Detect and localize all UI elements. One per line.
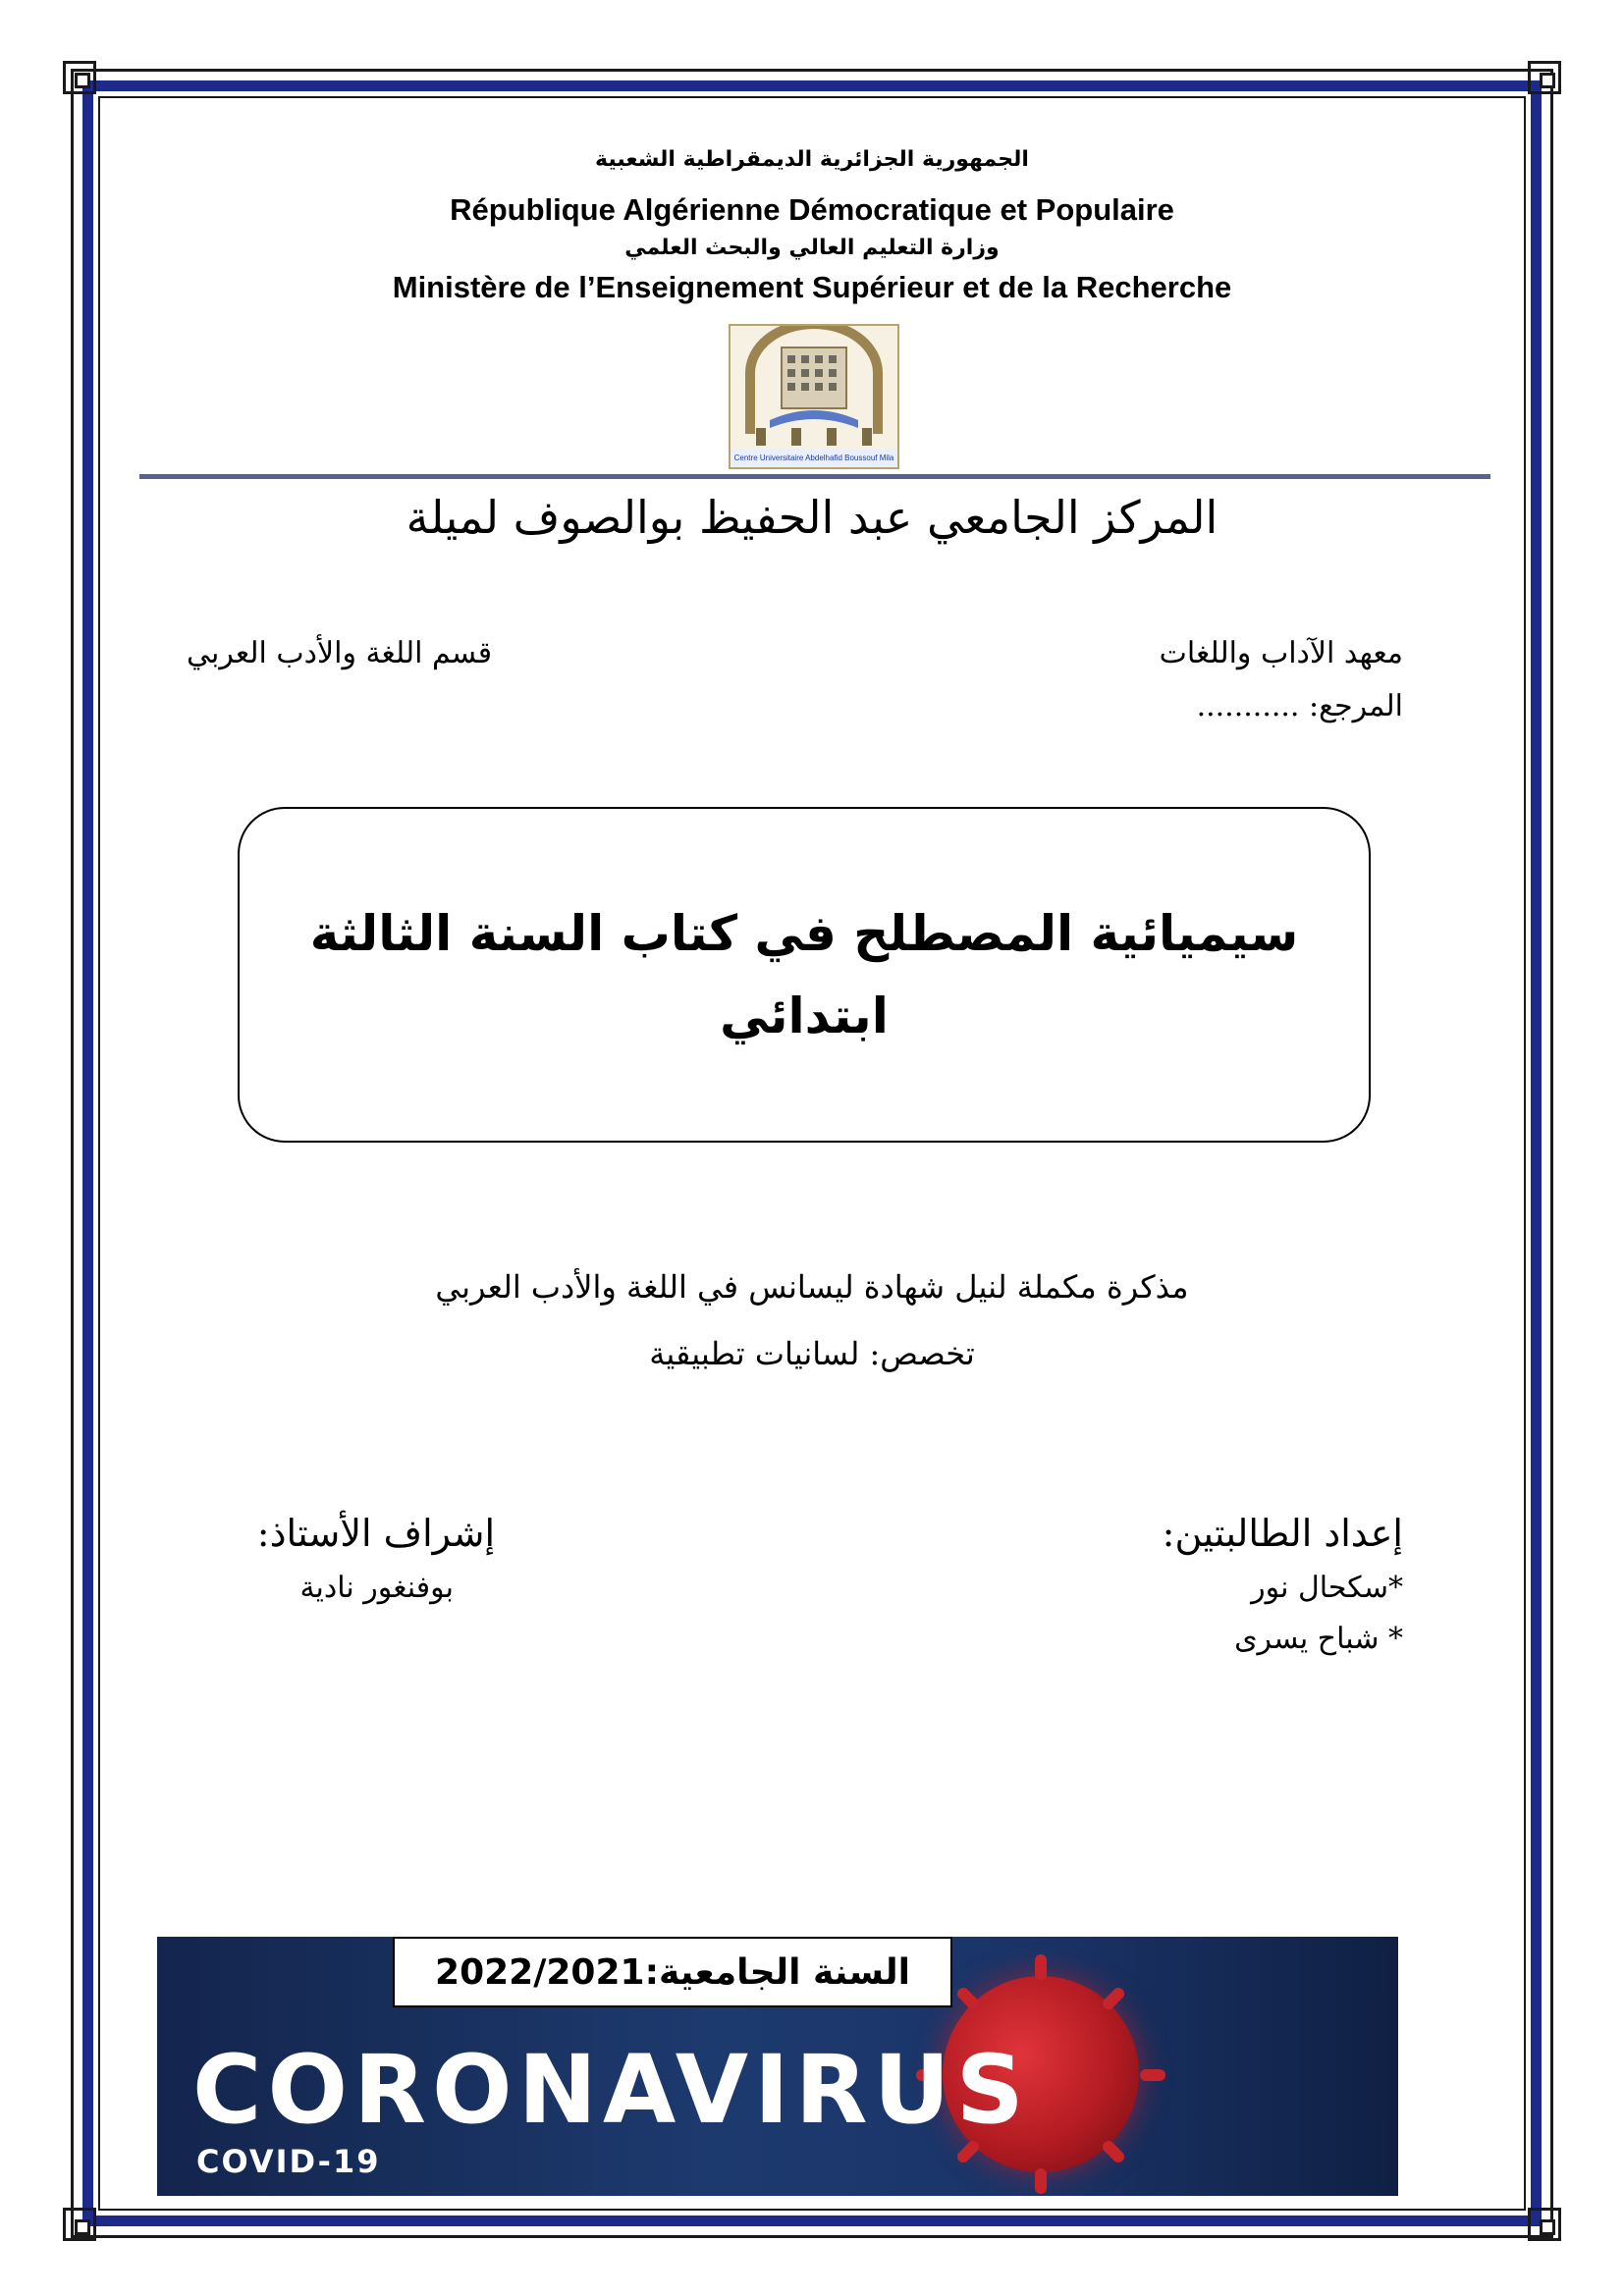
thesis-title-line-2: ابتدائي xyxy=(720,988,889,1044)
frame-corner-ornament xyxy=(63,2208,96,2241)
frame-corner-ornament xyxy=(63,61,96,94)
reference-number: المرجع: ........... xyxy=(1196,689,1403,723)
supervisor-heading: إشراف الأستاذ: xyxy=(256,1512,495,1555)
republic-arabic: الجمهورية الجزائرية الديمقراطية الشعبية xyxy=(595,147,1029,172)
academic-year: السنة الجامعية:2022/2021 xyxy=(435,1951,910,1993)
thesis-title-box xyxy=(238,807,1371,1143)
supervisor-name: بوفنغور نادية xyxy=(299,1571,454,1605)
memo-description: مذكرة مكملة لنيل شهادة ليسانس في اللغة والأدب العربي xyxy=(435,1268,1189,1306)
specialization: تخصص: لسانيات تطبيقية xyxy=(649,1335,975,1372)
student-name: *سكحال نور xyxy=(1251,1571,1403,1605)
university-building-icon xyxy=(731,326,897,450)
coronavirus-banner xyxy=(157,1937,1398,2196)
republic-french: République Algérienne Démocratique et Populaire xyxy=(450,192,1174,227)
frame-corner-ornament xyxy=(1528,2208,1561,2241)
frame-corner-ornament xyxy=(1528,61,1561,94)
university-logo xyxy=(729,324,899,469)
academic-year-box xyxy=(393,1937,952,2007)
student-name: * شباح يسرى xyxy=(1234,1622,1403,1656)
logo-caption: Centre Universitaire Abdelhafid Boussouf Mila xyxy=(731,450,897,467)
covid-label: COVID-19 xyxy=(196,2143,381,2180)
students-heading: إعداد الطالبتين: xyxy=(1162,1512,1403,1555)
thesis-title-line-1: سيميائية المصطلح في كتاب السنة الثالثة xyxy=(309,905,1299,962)
ministry-arabic: وزارة التعليم العالي والبحث العلمي xyxy=(624,236,1000,260)
header-divider xyxy=(139,474,1490,479)
department-name: قسم اللغة والأدب العربي xyxy=(187,636,493,670)
institute-name: معهد الآداب واللغات xyxy=(1159,636,1403,670)
coronavirus-word: CORONAVIRUS xyxy=(192,2035,1030,2145)
ministry-french: Ministère de l’Enseignement Supérieur et de la Recherche xyxy=(392,270,1232,304)
university-center-name: المركز الجامعي عبد الحفيظ بوالصوف لميلة xyxy=(406,491,1218,544)
